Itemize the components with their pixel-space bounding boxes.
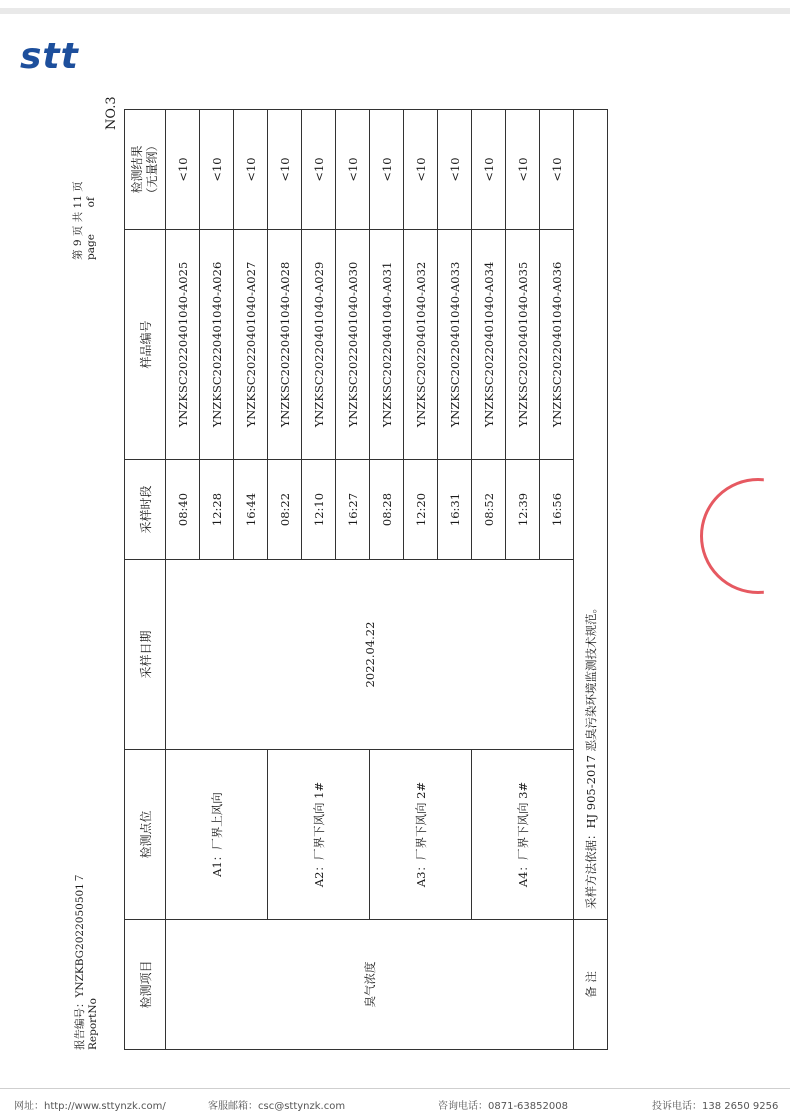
time-cell: 16:27 <box>336 460 370 560</box>
rotated-report <box>64 80 784 1120</box>
header-point: 检测点位 <box>125 750 166 920</box>
time-cell: 08:52 <box>472 460 506 560</box>
sample-cell: YNZKSC20220401040-A036 <box>540 230 574 460</box>
table-header-row <box>125 110 166 1050</box>
time-cell: 16:56 <box>540 460 574 560</box>
time-cell: 12:39 <box>506 460 540 560</box>
result-cell: <10 <box>268 110 302 230</box>
sample-cell: YNZKSC20220401040-A026 <box>200 230 234 460</box>
result-cell: <10 <box>234 110 268 230</box>
sample-cell: YNZKSC20220401040-A029 <box>302 230 336 460</box>
note-row <box>574 110 608 1050</box>
sample-cell: YNZKSC20220401040-A033 <box>438 230 472 460</box>
page-footer <box>0 1088 790 1112</box>
report-no-label: 报告编号： <box>74 997 86 1050</box>
point-cell: A1：厂界上风向 <box>166 750 268 920</box>
company-logo: stt <box>20 36 79 77</box>
time-cell: 12:10 <box>302 460 336 560</box>
time-cell: 12:28 <box>200 460 234 560</box>
date-cell: 2022.04.22 <box>166 560 574 750</box>
footer-website: 网址：http://www.sttynzk.com/ <box>14 1101 166 1112</box>
result-cell: <10 <box>438 110 472 230</box>
header-sample: 样品编号 <box>125 230 166 460</box>
sample-cell: YNZKSC20220401040-A027 <box>234 230 268 460</box>
header-item: 检测项目 <box>125 920 166 1050</box>
point-cell: A4：厂界下风向 3# <box>472 750 574 920</box>
page-line-en: page of <box>85 197 97 260</box>
top-rule <box>0 8 790 14</box>
result-cell: <10 <box>166 110 200 230</box>
sample-cell: YNZKSC20220401040-A032 <box>404 230 438 460</box>
footer-phone: 咨询电话：0871-63852008 <box>438 1101 568 1112</box>
table-row <box>166 110 200 1050</box>
time-cell: 08:40 <box>166 460 200 560</box>
time-cell: 08:28 <box>370 460 404 560</box>
time-cell: 16:31 <box>438 460 472 560</box>
footer-complaint: 投诉电话：138 2650 9256 <box>652 1101 779 1112</box>
sample-cell: YNZKSC20220401040-A034 <box>472 230 506 460</box>
sample-cell: YNZKSC20220401040-A028 <box>268 230 302 460</box>
time-cell: 08:22 <box>268 460 302 560</box>
sample-cell: YNZKSC20220401040-A030 <box>336 230 370 460</box>
page-info <box>72 181 98 260</box>
result-cell: <10 <box>370 110 404 230</box>
time-cell: 12:20 <box>404 460 438 560</box>
result-cell: <10 <box>472 110 506 230</box>
report-no: YNZKBG2022050501７ <box>74 872 86 998</box>
report-number-block <box>74 873 100 1050</box>
form-number: NO.3 <box>104 96 119 130</box>
footer-email: 客服邮箱：csc@sttynzk.com <box>208 1101 346 1112</box>
note-text: 采样方法依据：HJ 905-2017 恶臭污染环境监测技术规范。 <box>574 110 608 920</box>
results-table <box>124 109 608 1050</box>
sample-cell: YNZKSC20220401040-A025 <box>166 230 200 460</box>
page-line: 第 9 页 共 11 页 <box>72 181 84 260</box>
result-cell: <10 <box>302 110 336 230</box>
point-cell: A3：厂界下风向 2# <box>370 750 472 920</box>
header-date: 采样日期 <box>125 560 166 750</box>
sample-cell: YNZKSC20220401040-A031 <box>370 230 404 460</box>
result-cell: <10 <box>540 110 574 230</box>
result-cell: <10 <box>404 110 438 230</box>
note-label: 备 注 <box>574 920 608 1050</box>
header-result: 检测结果 （无量纲） <box>125 110 166 230</box>
result-cell: <10 <box>506 110 540 230</box>
result-cell: <10 <box>200 110 234 230</box>
point-cell: A2：厂界下风向 1# <box>268 750 370 920</box>
result-cell: <10 <box>336 110 370 230</box>
sample-cell: YNZKSC20220401040-A035 <box>506 230 540 460</box>
report-no-en: ReportNo <box>87 998 99 1050</box>
time-cell: 16:44 <box>234 460 268 560</box>
item-cell: 臭气浓度 <box>166 920 574 1050</box>
header-time: 采样时段 <box>125 460 166 560</box>
